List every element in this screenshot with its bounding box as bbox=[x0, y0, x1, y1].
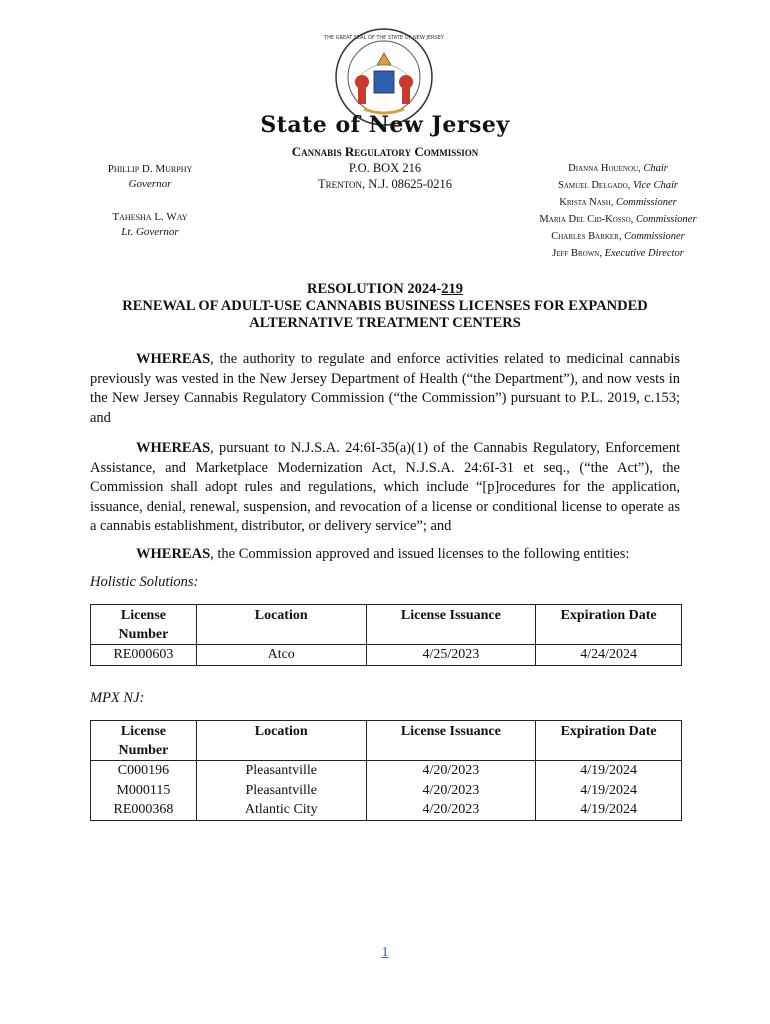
commissioners-block bbox=[515, 160, 721, 262]
agency-name: Cannabis Regulatory Commission bbox=[291, 144, 479, 159]
column-header: Location bbox=[196, 721, 366, 761]
lt-governor-name: Tahesha L. Way bbox=[112, 211, 188, 223]
table-row bbox=[91, 781, 682, 801]
whereas-lead: WHEREAS bbox=[136, 546, 211, 562]
location-cell: Atlantic City bbox=[196, 800, 366, 820]
official-name: Dianna Houenou, bbox=[568, 163, 641, 174]
column-header: License Number bbox=[91, 721, 197, 761]
issuance-cell: 4/20/2023 bbox=[366, 761, 536, 781]
location-cell: Atco bbox=[196, 645, 366, 666]
state-title: State of New Jersey bbox=[260, 112, 510, 138]
official-line bbox=[515, 245, 721, 262]
license-table-mpx bbox=[90, 720, 682, 821]
governor-title: Governor bbox=[128, 178, 172, 190]
expiration-cell: 4/19/2024 bbox=[536, 761, 682, 781]
official-name: Krista Nash, bbox=[559, 197, 614, 208]
official-line bbox=[515, 228, 721, 245]
official-line bbox=[515, 211, 721, 228]
whereas-lead: WHEREAS bbox=[136, 351, 211, 367]
column-header: License Issuance bbox=[366, 721, 536, 761]
official-role: Chair bbox=[643, 163, 668, 174]
location-cell: Pleasantville bbox=[196, 781, 366, 801]
location-cell: Pleasantville bbox=[196, 761, 366, 781]
license-number-cell: C000196 bbox=[91, 761, 197, 781]
po-box: P.O. BOX 216 bbox=[348, 161, 422, 175]
governor-block bbox=[80, 162, 220, 240]
official-name: Samuel Delgado, bbox=[558, 180, 631, 191]
resolution-title: RENEWAL OF ADULT-USE CANNABIS BUSINESS LICENSES FOR EXPANDED ALTERNATIVE TREATMENT CENTERS bbox=[122, 298, 648, 331]
whereas-paragraph-1 bbox=[90, 350, 680, 428]
page-number[interactable]: 1 bbox=[381, 945, 389, 960]
resolution-heading bbox=[90, 281, 680, 332]
official-line bbox=[515, 160, 721, 177]
entity-name: MPX NJ bbox=[90, 690, 140, 706]
resolution-number-prefix: RESOLUTION 2024- bbox=[307, 281, 442, 297]
governor-name: Phillip D. Murphy bbox=[107, 163, 193, 175]
table-row bbox=[91, 761, 682, 781]
seal-text: THE GREAT SEAL OF THE STATE OF NEW JERSEY bbox=[324, 35, 444, 41]
license-number-cell: RE000368 bbox=[91, 800, 197, 820]
issuance-cell: 4/25/2023 bbox=[366, 645, 536, 666]
issuance-cell: 4/20/2023 bbox=[366, 800, 536, 820]
official-role: Commissioner bbox=[616, 197, 677, 208]
whereas-paragraph-3 bbox=[90, 545, 680, 565]
official-role: Commissioner bbox=[624, 231, 685, 242]
expiration-cell: 4/19/2024 bbox=[536, 781, 682, 801]
agency-address-block bbox=[235, 144, 535, 192]
paragraph-text: , the Commission approved and issued licenses to the following entities: bbox=[210, 546, 630, 562]
whereas-lead: WHEREAS bbox=[136, 440, 211, 456]
official-name: Jeff Brown, bbox=[552, 248, 602, 259]
official-role: Vice Chair bbox=[632, 180, 678, 191]
column-header: Location bbox=[196, 605, 366, 645]
lt-governor-title: Lt. Governor bbox=[121, 226, 179, 238]
resolution-number-suffix: 219 bbox=[441, 281, 463, 297]
official-role: Commissioner bbox=[635, 214, 697, 225]
official-role: Executive Director bbox=[604, 248, 684, 259]
column-header: Expiration Date bbox=[536, 605, 682, 645]
license-number-cell: M000115 bbox=[91, 781, 197, 801]
entity-name: Holistic Solutions bbox=[90, 574, 194, 590]
column-header: License Number bbox=[91, 605, 197, 645]
official-line bbox=[515, 177, 721, 194]
column-header: License Issuance bbox=[366, 605, 536, 645]
official-name: Maria Del Cid-Kosso, bbox=[539, 214, 634, 225]
expiration-cell: 4/19/2024 bbox=[536, 800, 682, 820]
table-row bbox=[91, 800, 682, 820]
resolution-number bbox=[90, 281, 680, 298]
entity-label-mpx: MPX NJ: bbox=[90, 690, 145, 706]
city-line: Trenton, N.J. 08625-0216 bbox=[318, 177, 452, 191]
table-row bbox=[91, 645, 682, 666]
official-name: Charles Barker, bbox=[551, 231, 622, 242]
license-number-cell: RE000603 bbox=[91, 645, 197, 666]
paragraph-text: , the authority to regulate and enforce activities related to medicinal cannabis previously was vested in the New Jersey Department of Health (“the Department”), and now vests in the New Jersey Cannabis Regulatory Commission (“the Commission”) pursuant to P.L. 2019, c.153; and bbox=[90, 351, 680, 426]
license-table-holistic bbox=[90, 604, 682, 666]
paragraph-text: , pursuant to N.J.S.A. 24:6I-35(a)(1) of the Cannabis Regulatory, Enforcement Assistance, and Marketplace Modernization Act, N.J.S.A. 24:6I-31 et seq., (“the Act”), the Commission shall adopt rules and regulations, which include “[p]rocedures for the application, issuance, denial, renewal, suspension, and revocation of a license or conditional license to operate as a cannabis establishment, distributor, or delivery service”; and bbox=[90, 440, 680, 534]
column-header: Expiration Date bbox=[536, 721, 682, 761]
expiration-cell: 4/24/2024 bbox=[536, 645, 682, 666]
official-line bbox=[515, 194, 721, 211]
entity-label-holistic: Holistic Solutions: bbox=[90, 574, 199, 590]
whereas-paragraph-2 bbox=[90, 439, 680, 537]
issuance-cell: 4/20/2023 bbox=[366, 781, 536, 801]
